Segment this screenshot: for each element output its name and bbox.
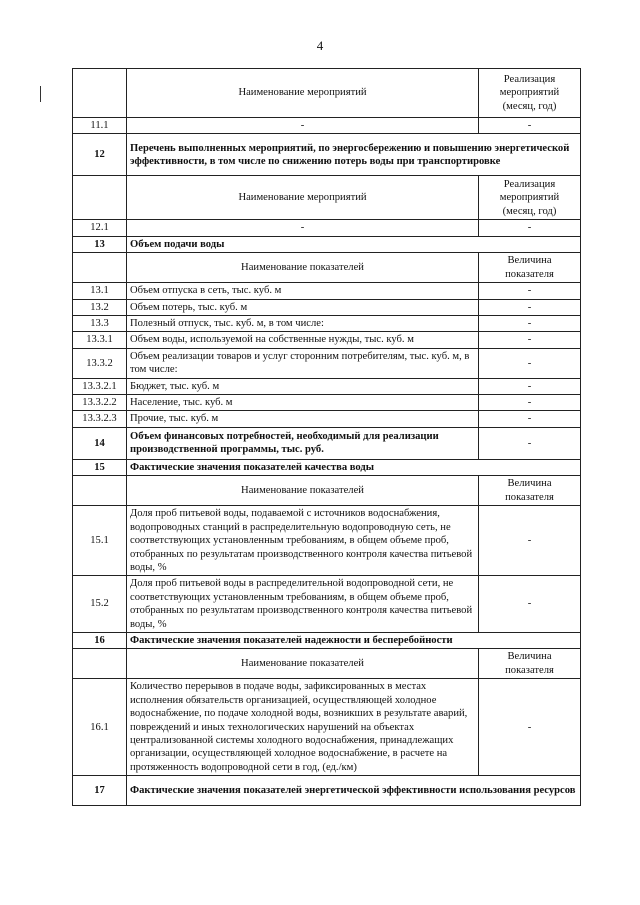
table-row bbox=[73, 378, 581, 394]
row-value: - bbox=[479, 348, 581, 378]
header-indicators-name: Наименование показателей bbox=[127, 649, 479, 679]
row-name: Количество перерывов в подаче воды, зафиксированных в местах исполнения обязательств организацией, осуществляющей холодное водоснабжение, по подаче холодной воды, возникших в результате аварий, повреждений и иных технологических нарушений на объектах централизованной системы холодного водоснабжения, принадлежащих организации, осуществляющей холодное водоснабжение, в расчете на протяженность водопроводной сети в год, (ед./км) bbox=[127, 679, 479, 776]
row-name: Полезный отпуск, тыс. куб. м, в том числе: bbox=[127, 316, 479, 332]
header-num-cell bbox=[73, 176, 127, 220]
row-name: Объем потерь, тыс. куб. м bbox=[127, 299, 479, 315]
row-name: Объем реализации товаров и услуг сторонним потребителям, тыс. куб. м, в том числе: bbox=[127, 348, 479, 378]
section-number: 13 bbox=[73, 236, 127, 252]
row-value: - bbox=[479, 395, 581, 411]
header-measures-impl: Реализация мероприятий (месяц, год) bbox=[479, 176, 581, 220]
header-indicators-value: Величина показателя bbox=[479, 476, 581, 506]
table-header-indicators bbox=[73, 253, 581, 283]
section-number: 15 bbox=[73, 459, 127, 475]
row-value: - bbox=[479, 378, 581, 394]
section-title: Перечень выполненных мероприятий, по энергосбережению и повышению энергетической эффективности, в том числе по снижению потерь воды при транспортировке bbox=[127, 134, 581, 176]
table-row bbox=[73, 395, 581, 411]
section-title: Фактические значения показателей энергетической эффективности использования ресурсов bbox=[127, 776, 581, 806]
row-name: Бюджет, тыс. куб. м bbox=[127, 378, 479, 394]
row-value: - bbox=[479, 299, 581, 315]
table-header-indicators bbox=[73, 649, 581, 679]
row-name: - bbox=[127, 220, 479, 236]
section-title: Объем подачи воды bbox=[127, 236, 581, 252]
program-table bbox=[72, 68, 581, 806]
section-number: 17 bbox=[73, 776, 127, 806]
header-num-cell bbox=[73, 69, 127, 118]
section-title: Фактические значения показателей качества воды bbox=[127, 459, 581, 475]
row-name: Объем отпуска в сеть, тыс. куб. м bbox=[127, 283, 479, 299]
table-row bbox=[73, 576, 581, 633]
row-number: 13.2 bbox=[73, 299, 127, 315]
section-title: Объем финансовых потребностей, необходимый для реализации производственной программы, тыс. руб. bbox=[127, 427, 479, 459]
section-number: 16 bbox=[73, 632, 127, 648]
table-row bbox=[73, 332, 581, 348]
row-number: 12.1 bbox=[73, 220, 127, 236]
header-indicators-name: Наименование показателей bbox=[127, 253, 479, 283]
table-row bbox=[73, 506, 581, 576]
header-indicators-name: Наименование показателей bbox=[127, 476, 479, 506]
row-name: Население, тыс. куб. м bbox=[127, 395, 479, 411]
header-num-cell bbox=[73, 476, 127, 506]
row-value: - bbox=[479, 283, 581, 299]
row-number: 13.3.1 bbox=[73, 332, 127, 348]
section-row bbox=[73, 134, 581, 176]
row-number: 13.1 bbox=[73, 283, 127, 299]
row-name: Доля проб питьевой воды в распределительной водопроводной сети, не соответствующих установленным требованиям, в общем объеме проб, отобранных по результатам производственного контроля качества питьевой воды, % bbox=[127, 576, 479, 633]
section-row bbox=[73, 776, 581, 806]
section-row bbox=[73, 632, 581, 648]
row-name: Объем воды, используемой на собственные нужды, тыс. куб. м bbox=[127, 332, 479, 348]
row-name: Доля проб питьевой воды, подаваемой с источников водоснабжения, водопроводных станций в распределительную водопроводную сеть, не соответствующих установленным требованиям, в общем объеме проб, отобранных по результатам производственного контроля качества питьевой воды, % bbox=[127, 506, 479, 576]
section-row bbox=[73, 236, 581, 252]
row-value: - bbox=[479, 411, 581, 427]
table-row bbox=[73, 316, 581, 332]
table-header-indicators bbox=[73, 476, 581, 506]
table-header-measures bbox=[73, 176, 581, 220]
section-number: 14 bbox=[73, 427, 127, 459]
table-row bbox=[73, 220, 581, 236]
table-row bbox=[73, 411, 581, 427]
row-number: 13.3.2 bbox=[73, 348, 127, 378]
table-header-measures bbox=[73, 69, 581, 118]
table-row bbox=[73, 299, 581, 315]
header-indicators-value: Величина показателя bbox=[479, 649, 581, 679]
row-value: - bbox=[479, 118, 581, 134]
row-number: 11.1 bbox=[73, 118, 127, 134]
row-value: - bbox=[479, 220, 581, 236]
table-row bbox=[73, 118, 581, 134]
section-title: Фактические значения показателей надежности и бесперебойности bbox=[127, 632, 581, 648]
header-measures-impl: Реализация мероприятий (месяц, год) bbox=[479, 69, 581, 118]
section-row bbox=[73, 459, 581, 475]
row-value: - bbox=[479, 427, 581, 459]
row-value: - bbox=[479, 332, 581, 348]
row-value: - bbox=[479, 506, 581, 576]
header-measures-name: Наименование мероприятий bbox=[127, 69, 479, 118]
header-measures-name: Наименование мероприятий bbox=[127, 176, 479, 220]
row-number: 13.3.2.3 bbox=[73, 411, 127, 427]
table-row bbox=[73, 679, 581, 776]
row-number: 13.3.2.2 bbox=[73, 395, 127, 411]
row-value: - bbox=[479, 576, 581, 633]
row-number: 13.3 bbox=[73, 316, 127, 332]
row-name: Прочие, тыс. куб. м bbox=[127, 411, 479, 427]
section-row bbox=[73, 427, 581, 459]
page-number: 4 bbox=[316, 38, 324, 53]
margin-mark bbox=[40, 86, 41, 102]
table-row bbox=[73, 283, 581, 299]
row-name: - bbox=[127, 118, 479, 134]
row-number: 15.2 bbox=[73, 576, 127, 633]
row-value: - bbox=[479, 679, 581, 776]
header-num-cell bbox=[73, 253, 127, 283]
row-number: 15.1 bbox=[73, 506, 127, 576]
row-value: - bbox=[479, 316, 581, 332]
section-number: 12 bbox=[73, 134, 127, 176]
row-number: 13.3.2.1 bbox=[73, 378, 127, 394]
header-indicators-value: Величина показателя bbox=[479, 253, 581, 283]
row-number: 16.1 bbox=[73, 679, 127, 776]
header-num-cell bbox=[73, 649, 127, 679]
table-row bbox=[73, 348, 581, 378]
